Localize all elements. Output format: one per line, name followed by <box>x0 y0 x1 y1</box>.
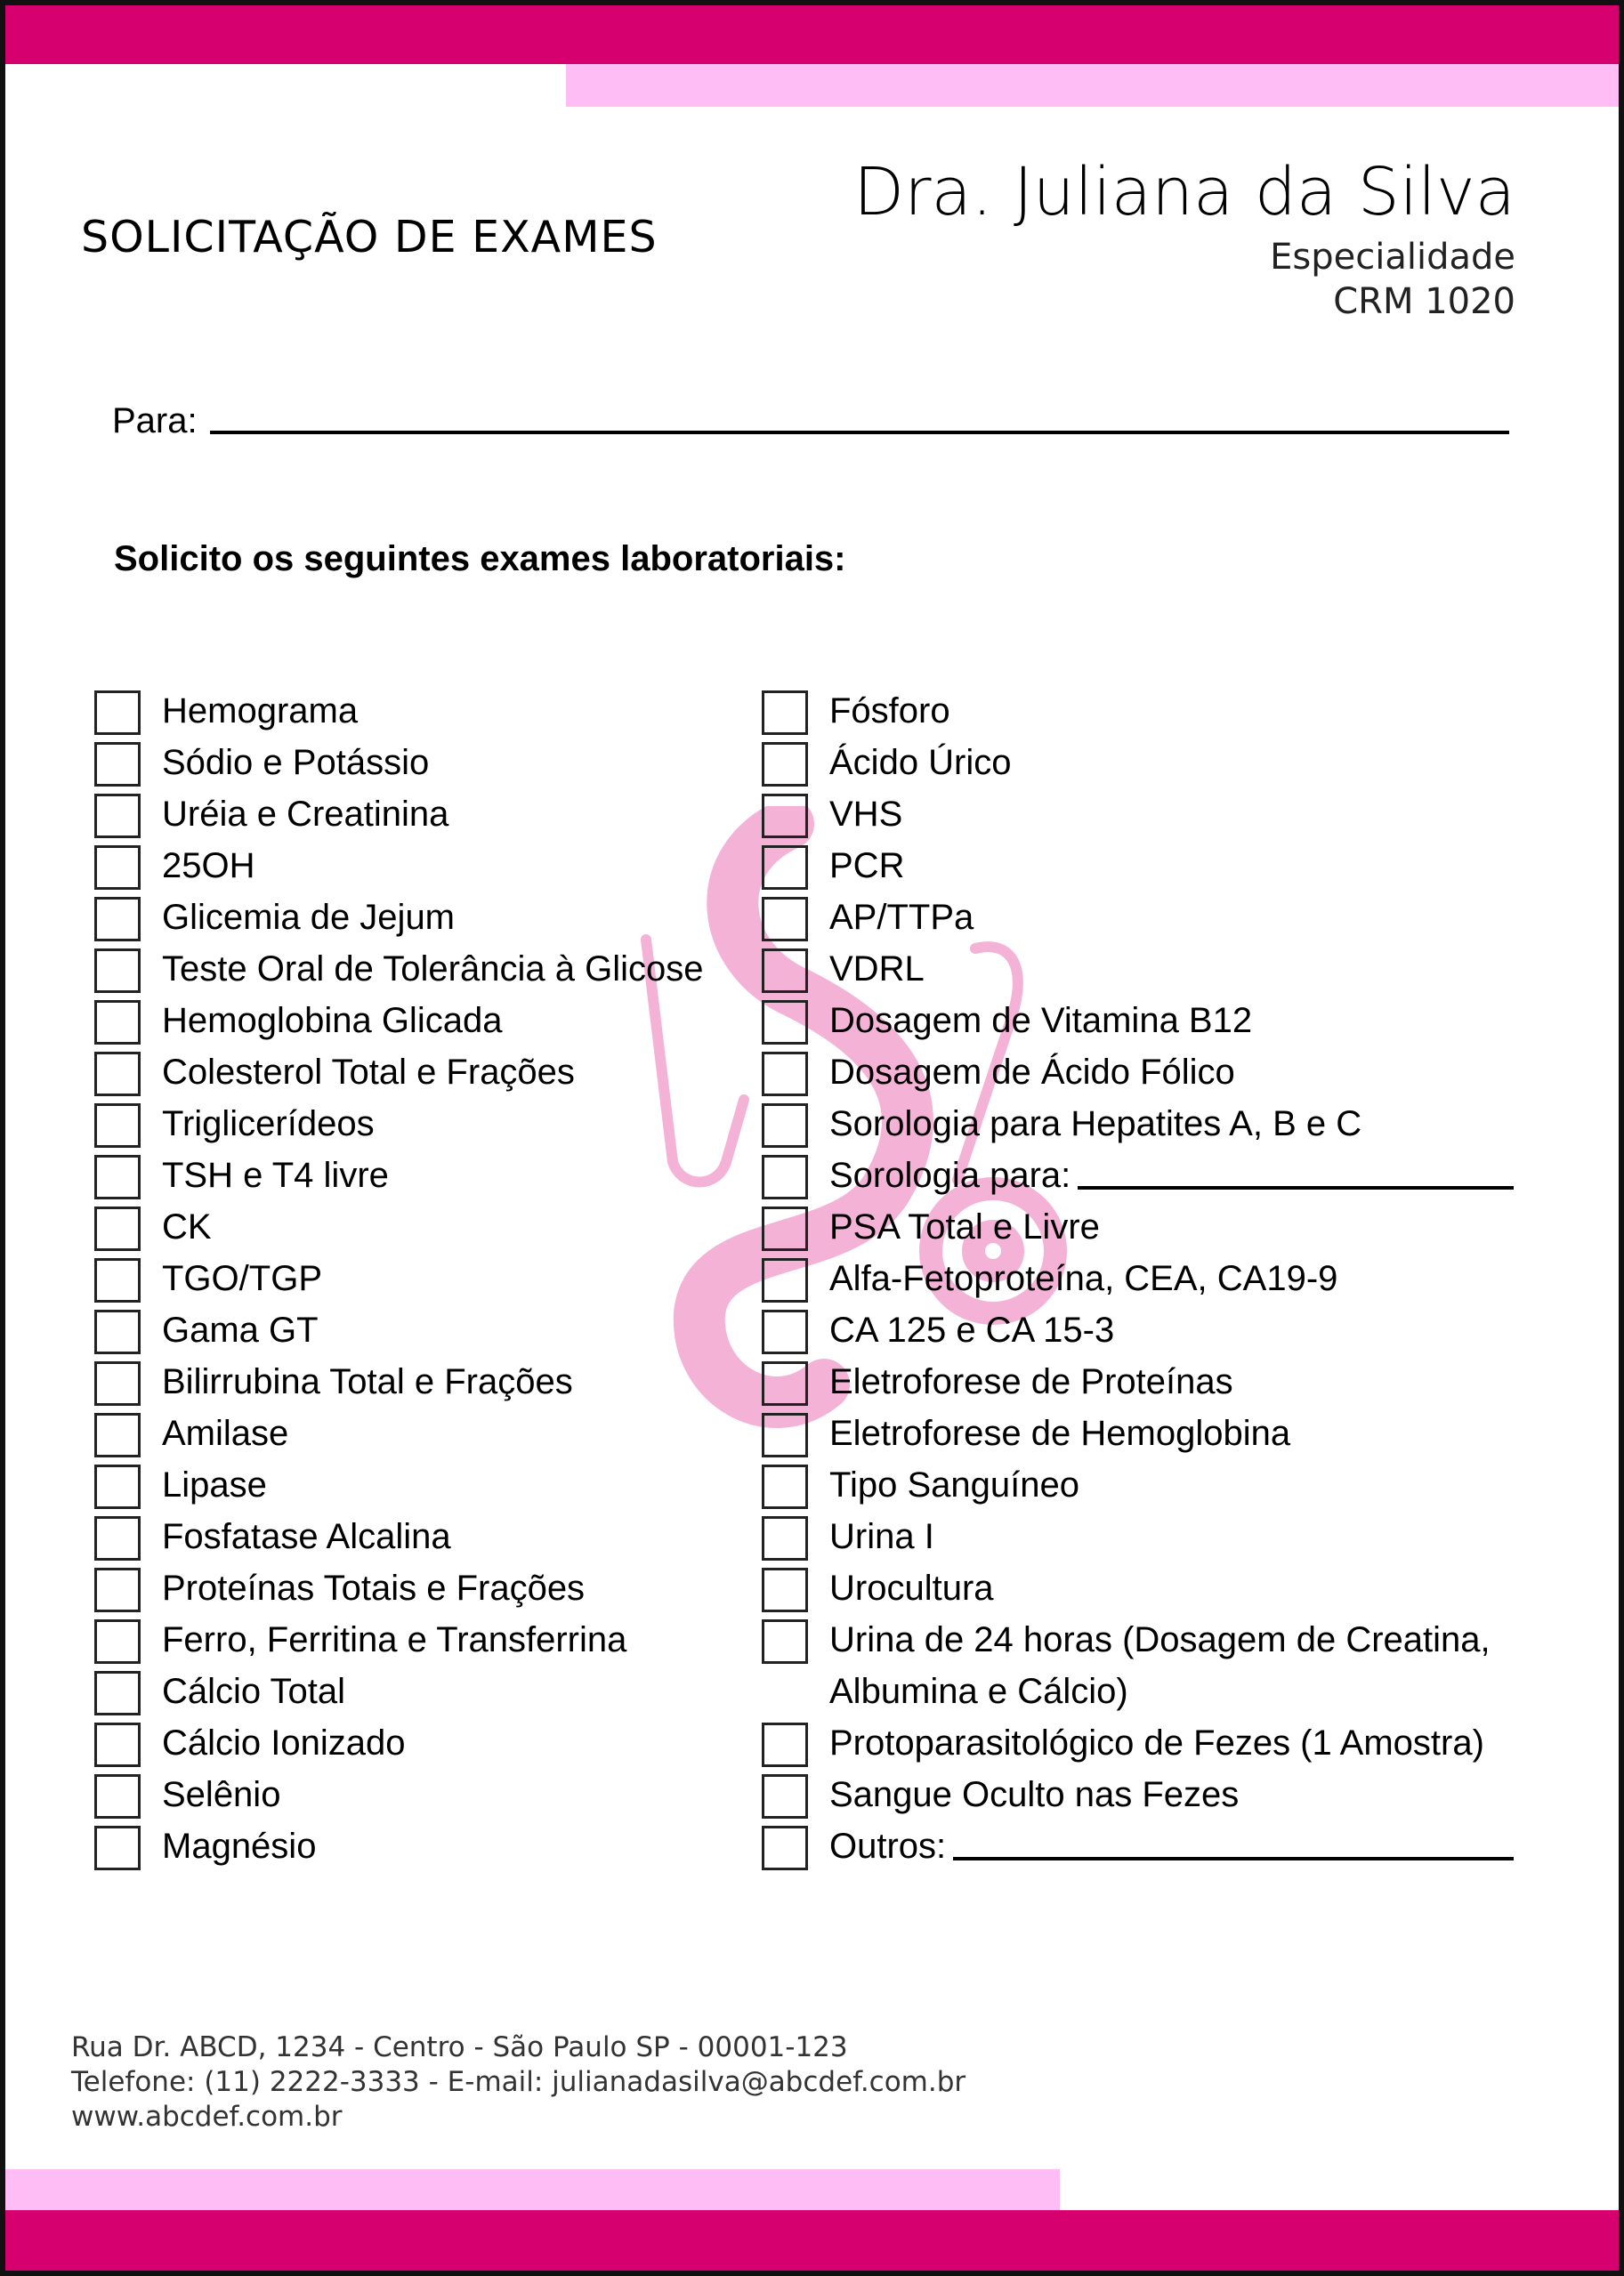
recipient-row <box>112 401 1509 441</box>
exam-checkbox[interactable] <box>762 948 808 993</box>
exam-item <box>94 690 703 742</box>
exam-item <box>94 1000 703 1052</box>
exam-label <box>829 1150 1514 1201</box>
exam-label: Cálcio Total <box>162 1672 346 1711</box>
exam-label: Sangue Oculto nas Fezes <box>829 1775 1240 1814</box>
exam-checkbox[interactable] <box>94 1207 141 1251</box>
exam-checkbox[interactable] <box>94 1310 141 1354</box>
exam-item <box>762 1465 1577 1516</box>
doctor-specialty: Especialidade <box>1270 237 1515 278</box>
exam-checkbox[interactable] <box>94 1723 141 1767</box>
exam-label: TSH e T4 livre <box>162 1156 389 1195</box>
exam-label: CA 125 e CA 15-3 <box>829 1311 1115 1350</box>
sorologia-label: Sorologia para: <box>829 1156 1071 1195</box>
exam-item <box>762 1826 1577 1877</box>
outros-label: Outros: <box>829 1827 947 1866</box>
exam-item <box>762 1516 1577 1568</box>
exam-item <box>762 1361 1577 1413</box>
exam-item <box>94 1671 703 1723</box>
exam-label: Eletroforese de Hemoglobina <box>829 1414 1291 1453</box>
exam-label: Ácido Úrico <box>829 743 1012 782</box>
exam-item <box>762 1723 1577 1774</box>
exam-checkbox[interactable] <box>762 1723 808 1767</box>
exam-label: AP/TTPa <box>829 898 974 937</box>
exam-checkbox[interactable] <box>94 845 141 890</box>
form-title: SOLICITAÇÃO DE EXAMES <box>81 212 658 262</box>
exam-checkbox[interactable] <box>94 1000 141 1045</box>
exam-label: Hemograma <box>162 691 359 730</box>
exam-checkbox[interactable] <box>762 1155 808 1199</box>
exam-checkbox[interactable] <box>762 742 808 787</box>
exam-item <box>762 1619 1577 1723</box>
footer-website[interactable]: www.abcdef.com.br <box>71 2101 343 2133</box>
exam-checkbox[interactable] <box>94 742 141 787</box>
doctor-info <box>853 149 1515 324</box>
exam-label: Gama GT <box>162 1311 319 1350</box>
exam-checkbox[interactable] <box>762 794 808 838</box>
exam-item <box>762 1258 1577 1310</box>
exam-checkbox[interactable] <box>94 1361 141 1406</box>
exam-checkbox[interactable] <box>94 1774 141 1819</box>
exam-checkbox[interactable] <box>94 1826 141 1870</box>
exam-item <box>762 794 1577 845</box>
exam-label: Hemoglobina Glicada <box>162 1001 503 1040</box>
footer-contact <box>71 2030 966 2135</box>
exam-checkbox[interactable] <box>94 897 141 941</box>
exam-item <box>94 948 703 1000</box>
exam-label: Sorologia para Hepatites A, B e C <box>829 1104 1362 1143</box>
exams-subtitle: Solicito os seguintes exames laboratoriais: <box>114 539 846 578</box>
exam-label: Proteínas Totais e Frações <box>162 1569 586 1608</box>
exam-item <box>94 845 703 897</box>
exam-item <box>94 1310 703 1361</box>
exam-label: Uréia e Creatinina <box>162 795 449 834</box>
exam-item <box>762 742 1577 794</box>
exam-label: Lipase <box>162 1465 267 1505</box>
exam-item <box>94 1774 703 1826</box>
exam-item <box>94 1103 703 1155</box>
exam-checkbox[interactable] <box>94 1619 141 1664</box>
exam-item <box>762 690 1577 742</box>
exam-checkbox[interactable] <box>762 845 808 890</box>
exam-item <box>94 1258 703 1310</box>
exam-item <box>94 1723 703 1774</box>
footer-contact-line: Telefone: (11) 2222-3333 - E-mail: julianadasilva@abcdef.com.br <box>71 2066 966 2098</box>
exam-label: Triglicerídeos <box>162 1104 375 1143</box>
exam-checkbox[interactable] <box>762 690 808 735</box>
exam-label: Amilase <box>162 1414 289 1453</box>
exam-checkbox[interactable] <box>762 897 808 941</box>
exam-label: VHS <box>829 795 903 834</box>
exam-checkbox[interactable] <box>94 690 141 735</box>
exam-item <box>762 948 1577 1000</box>
exam-list-right <box>762 690 1577 1877</box>
exam-item <box>762 897 1577 948</box>
sorologia-field[interactable] <box>1078 1186 1514 1190</box>
exam-item <box>762 1000 1577 1052</box>
exam-item <box>762 1568 1577 1619</box>
exam-item <box>762 1155 1577 1207</box>
exam-item <box>94 1052 703 1103</box>
exam-label: Selênio <box>162 1775 281 1814</box>
exam-checkbox[interactable] <box>762 1258 808 1303</box>
exam-checkbox[interactable] <box>762 1568 808 1612</box>
exam-item <box>762 1310 1577 1361</box>
exam-label: Sódio e Potássio <box>162 743 430 782</box>
exam-item <box>762 1207 1577 1258</box>
exam-label: Dosagem de Ácido Fólico <box>829 1053 1235 1092</box>
exam-list-left <box>94 690 703 1877</box>
exam-label: TGO/TGP <box>162 1259 322 1298</box>
bottom-accent-band <box>5 2210 1619 2271</box>
exam-checkbox[interactable] <box>94 1568 141 1612</box>
exam-item <box>762 1413 1577 1465</box>
exam-item <box>94 1619 703 1671</box>
exam-item <box>762 1103 1577 1155</box>
doctor-name: Dra. Juliana da Silva <box>853 154 1515 230</box>
exam-checkbox[interactable] <box>762 1413 808 1457</box>
exam-label: Alfa-Fetoproteína, CEA, CA19-9 <box>829 1259 1338 1298</box>
exam-item <box>94 1207 703 1258</box>
exam-label: VDRL <box>829 949 925 989</box>
exam-checkbox[interactable] <box>762 1000 808 1045</box>
exam-checkbox[interactable] <box>94 1258 141 1303</box>
outros-field[interactable] <box>953 1857 1514 1860</box>
exam-item <box>762 1052 1577 1103</box>
exam-checkbox[interactable] <box>94 1155 141 1199</box>
exam-label: Colesterol Total e Frações <box>162 1053 575 1092</box>
exam-label: Protoparasitológico de Fezes (1 Amostra) <box>829 1723 1484 1763</box>
exam-label: PCR <box>829 846 905 885</box>
exam-checkbox[interactable] <box>762 1052 808 1096</box>
top-accent-band <box>5 5 1619 64</box>
exam-item <box>94 794 703 845</box>
exam-item <box>94 1568 703 1619</box>
doctor-crm: CRM 1020 <box>1333 281 1515 322</box>
exam-checkbox[interactable] <box>762 1774 808 1819</box>
recipient-field[interactable] <box>210 431 1509 434</box>
exam-checkbox[interactable] <box>762 1361 808 1406</box>
exam-checkbox[interactable] <box>762 1619 808 1664</box>
exam-item <box>94 897 703 948</box>
exam-label: Urina de 24 horas (Dosagem de Creatina, Albumina e Cálcio) <box>829 1620 1491 1711</box>
exam-checkbox[interactable] <box>762 1465 808 1509</box>
exam-checkbox[interactable] <box>762 1310 808 1354</box>
exam-checkbox[interactable] <box>762 1103 808 1148</box>
exam-label: Dosagem de Vitamina B12 <box>829 1001 1253 1040</box>
exam-label: 25OH <box>162 846 255 885</box>
exam-label <box>829 1820 1514 1872</box>
exam-checkbox[interactable] <box>762 1207 808 1251</box>
exam-item <box>762 845 1577 897</box>
bottom-light-band <box>5 2169 1060 2210</box>
exam-item <box>94 742 703 794</box>
recipient-label: Para: <box>112 401 198 440</box>
exam-checkbox[interactable] <box>94 1516 141 1561</box>
exam-item <box>94 1155 703 1207</box>
exam-item <box>94 1516 703 1568</box>
exam-checkbox[interactable] <box>94 1103 141 1148</box>
exam-checkbox[interactable] <box>94 948 141 993</box>
exam-checkbox[interactable] <box>94 1052 141 1096</box>
exam-checkbox[interactable] <box>762 1826 808 1870</box>
exam-checkbox[interactable] <box>94 1465 141 1509</box>
exam-item <box>94 1465 703 1516</box>
exam-item <box>94 1826 703 1877</box>
exam-label: Fósforo <box>829 691 950 730</box>
footer-address: Rua Dr. ABCD, 1234 - Centro - São Paulo SP - 00001-123 <box>71 2031 848 2063</box>
exam-label: Tipo Sanguíneo <box>829 1465 1079 1505</box>
exam-label: Glicemia de Jejum <box>162 898 456 937</box>
exam-label: Magnésio <box>162 1827 317 1866</box>
exam-label: Urina I <box>829 1517 934 1556</box>
exam-label: Urocultura <box>829 1569 994 1608</box>
exam-label: Teste Oral de Tolerância à Glicose <box>162 949 704 989</box>
exam-checkbox[interactable] <box>94 1671 141 1715</box>
exam-label: Eletroforese de Proteínas <box>829 1362 1233 1401</box>
exam-checkbox[interactable] <box>94 794 141 838</box>
exam-checkbox[interactable] <box>94 1413 141 1457</box>
exam-label: Fosfatase Alcalina <box>162 1517 451 1556</box>
exam-item <box>94 1413 703 1465</box>
exam-item <box>94 1361 703 1413</box>
exam-checkbox[interactable] <box>762 1516 808 1561</box>
exam-label: CK <box>162 1207 212 1247</box>
top-light-band <box>566 64 1619 107</box>
exam-label: PSA Total e Livre <box>829 1207 1100 1247</box>
exam-label: Ferro, Ferritina e Transferrina <box>162 1620 627 1659</box>
exam-item <box>762 1774 1577 1826</box>
exam-label: Cálcio Ionizado <box>162 1723 406 1763</box>
exam-label: Bilirrubina Total e Frações <box>162 1362 573 1401</box>
